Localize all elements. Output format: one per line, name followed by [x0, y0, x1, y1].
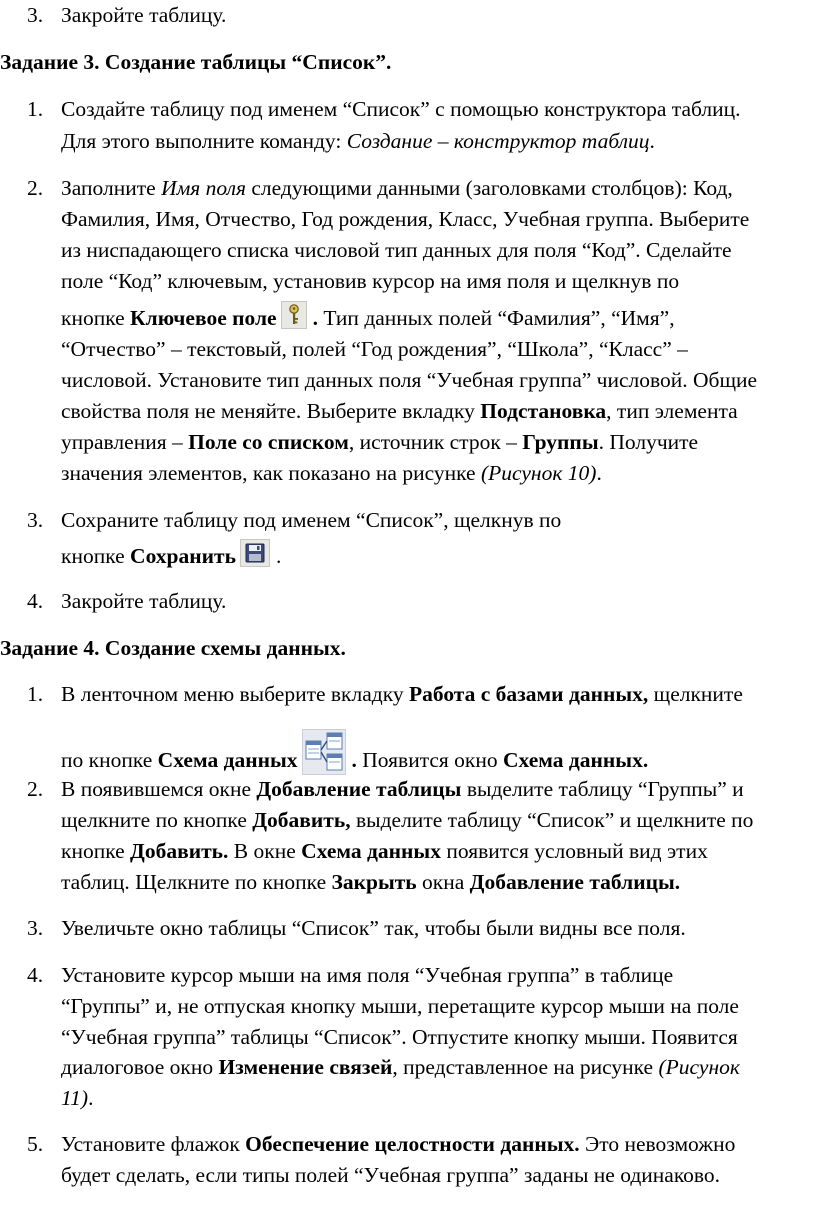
list-text: по кнопке Схема данных . Появится окно Схема данных. — [61, 729, 648, 776]
list-text: Заполните Имя поля следующими данными (заголовками столбцов): Код, — [61, 176, 733, 200]
list-text: Закройте таблицу. — [61, 589, 227, 613]
list-text: Установите флажок Обеспечение целостности данных. Это невозможно — [61, 1132, 736, 1156]
list-text: “Учебная группа” таблицы “Список”. Отпустите кнопку мыши. Появится — [61, 1025, 738, 1049]
list-text: В ленточном меню выберите вкладку Работа с базами данных, щелкните — [61, 682, 743, 706]
figure-reference: (Рисунок 10) — [480, 461, 597, 485]
list-text: свойства поля не меняйте. Выберите вкладку Подстановка, тип элемента — [61, 399, 738, 423]
figure-reference: 11) — [61, 1086, 89, 1110]
list-text: кнопке Добавить. В окне Схема данных появится условный вид этих — [61, 839, 708, 863]
list-text: из ниспадающего списка числовой тип данных для поля “Код”. Сделайте — [61, 238, 732, 262]
menu-command: Создание – конструктор таблиц — [346, 129, 650, 153]
schema-button-label: Схема данных — [157, 748, 298, 772]
list-number: 1. — [27, 682, 44, 706]
list-number: 4. — [27, 589, 44, 613]
list-text: Для этого выполните команду: Создание – конструктор таблиц. — [61, 129, 655, 153]
list-number: 3. — [27, 916, 44, 940]
key-field-button-label: Ключевое поле — [130, 306, 277, 330]
list-number: 2. — [27, 176, 44, 200]
list-text: “Группы” и, не отпуская кнопку мыши, перетащите курсор мыши на поле — [61, 994, 739, 1018]
list-number: 4. — [27, 963, 44, 987]
list-text: 11). — [61, 1086, 94, 1110]
list-text: Установите курсор мыши на имя поля “Учебная группа” в таблице — [61, 963, 674, 987]
list-number: 5. — [27, 1132, 44, 1156]
save-icon — [240, 539, 270, 567]
list-text: Создайте таблицу под именем “Список” с помощью конструктора таблиц. — [61, 97, 741, 121]
task3-heading: Задание 3. Создание таблицы “Список”. — [0, 50, 392, 74]
list-text: Закройте таблицу. — [61, 3, 227, 27]
save-button-label: Сохранить — [130, 544, 236, 568]
key-icon — [281, 301, 307, 329]
list-text: кнопке Ключевое поле . Тип данных полей “Фамилия”, “Имя”, — [61, 301, 675, 334]
list-text: В появившемся окне Добавление таблицы выделите таблицу “Группы” и — [61, 777, 744, 801]
task4-heading: Задание 4. Создание схемы данных. — [0, 636, 346, 660]
relationships-icon — [302, 729, 346, 775]
list-text: значения элементов, как показано на рисунке (Рисунок 10). — [61, 461, 602, 485]
list-text: кнопке Сохранить . — [61, 539, 281, 572]
list-number: 3. — [27, 3, 44, 27]
list-text: числовой. Установите тип данных поля “Учебная группа” числовой. Общие — [61, 368, 758, 392]
list-text: Фамилия, Имя, Отчество, Год рождения, Класс, Учебная группа. Выберите — [61, 207, 750, 231]
list-text: “Отчество” – текстовый, полей “Год рождения”, “Школа”, “Класс” – — [61, 337, 688, 361]
list-text: управления – Поле со списком, источник строк – Группы. Получите — [61, 430, 699, 454]
list-text: Увеличьте окно таблицы “Список” так, чтобы были видны все поля. — [61, 916, 686, 940]
list-text: поле “Код” ключевым, установив курсор на имя поля и щелкнув по — [61, 269, 680, 293]
list-number: 1. — [27, 97, 44, 121]
list-text: диалоговое окно Изменение связей, представленное на рисунке (Рисунок — [61, 1055, 740, 1079]
list-text: щелкните по кнопке Добавить, выделите таблицу “Список” и щелкните по — [61, 808, 754, 832]
list-number: 3. — [27, 508, 44, 532]
list-number: 2. — [27, 777, 44, 801]
list-text: Сохраните таблицу под именем “Список”, щелкнув по — [61, 508, 562, 532]
list-text: будет сделать, если типы полей “Учебная группа” заданы не одинаково. — [61, 1163, 721, 1187]
list-text: таблиц. Щелкните по кнопке Закрыть окна Добавление таблицы. — [61, 870, 681, 894]
